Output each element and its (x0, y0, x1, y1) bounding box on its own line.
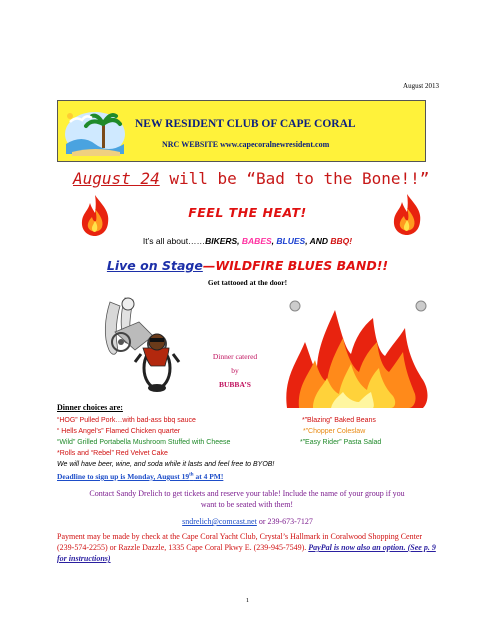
about-lead: It’s all about…… (142, 236, 206, 246)
live-on-stage-line (0, 258, 495, 273)
deadline-text: Deadline to sign up is Monday, August 19 (57, 472, 190, 481)
contact-phone: or 239-673-7127 (256, 517, 313, 526)
tattoo-note: Get tattooed at the door! (207, 278, 288, 287)
newsletter-date: August 2013 (403, 82, 439, 90)
event-headline (73, 169, 429, 188)
signup-deadline (57, 472, 223, 481)
about-blues: BLUES (276, 236, 306, 246)
paypal-note: PayPal is now also an option. (See p. 9 for instructions) (57, 543, 436, 563)
menu-item: *Rolls and “Rebel” Red Velvet Cake (57, 450, 168, 457)
payment-text: Payment may be made by check at the Cape Coral Yacht Club, Crystal’s Hallmark in Coralwood Shopping Center (239-574-2255) or Razzle Dazzle, 1335 Cape Coral Pkwy E. (239-945-7549). (57, 532, 423, 552)
deadline-suffix: th (189, 472, 194, 478)
club-title: NEW RESIDENT CLUB OF CAPE CORAL (135, 118, 356, 130)
club-website: NRC WEBSITE www.capecoralnewresident.com (162, 140, 330, 149)
menu-item: “ Hells Angel’s” Flamed Chicken quarter (57, 428, 181, 435)
contact-info: Contact Sandy Drelich to get tickets and reserve your table! Include the name of your group if you want to be seated with them! (89, 489, 405, 509)
page-number: 1 (245, 597, 250, 604)
live-on-stage: Live on Stage (106, 258, 203, 273)
about-babes: BABES (241, 236, 272, 246)
event-date: August 24 (73, 169, 160, 188)
contact-email-line (0, 517, 495, 526)
about-and: , AND (305, 236, 331, 246)
large-fire-illustration (283, 298, 433, 410)
biker-illustration (95, 292, 190, 397)
dinner-choices-title: Dinner choices are: (57, 403, 123, 412)
payment-info (57, 531, 437, 564)
byob-note: We will have beer, wine, and soda while it lasts and feel free to BYOB! (57, 461, 275, 468)
menu-item: “Wild” Grilled Portabella Mushroom Stuffed with Cheese (57, 439, 231, 446)
catered-line-1: Dinner catered (212, 352, 258, 361)
club-logo (62, 104, 128, 160)
about-bikers: BIKERS, (205, 236, 242, 246)
deadline-time: at 4 PM! (193, 472, 224, 481)
about-line (0, 236, 495, 246)
menu-item: *”Easy Rider” Pasta Salad (300, 439, 382, 446)
email-link[interactable]: sndrelich@comcast.net (182, 517, 257, 526)
menu-item: *”Chopper Coleslaw (303, 428, 366, 435)
menu-item: “HOG” Pulled Pork…with bad-ass bbq sauce (57, 417, 196, 424)
about-comma: , (271, 236, 277, 246)
feel-the-heat-text: FEEL THE HEAT! (188, 205, 307, 220)
about-bbq: BBQ! (330, 236, 353, 246)
caterer-name: BUBBA’S (219, 380, 251, 389)
catered-line-2: by (231, 366, 239, 375)
menu-item: *”Blazing” Baked Beans (302, 417, 376, 424)
catering-note (195, 350, 275, 392)
band-name: —WILDFIRE BLUES BAND!! (202, 258, 389, 273)
event-tagline: will be “Bad to the Bone!!” (159, 169, 430, 188)
